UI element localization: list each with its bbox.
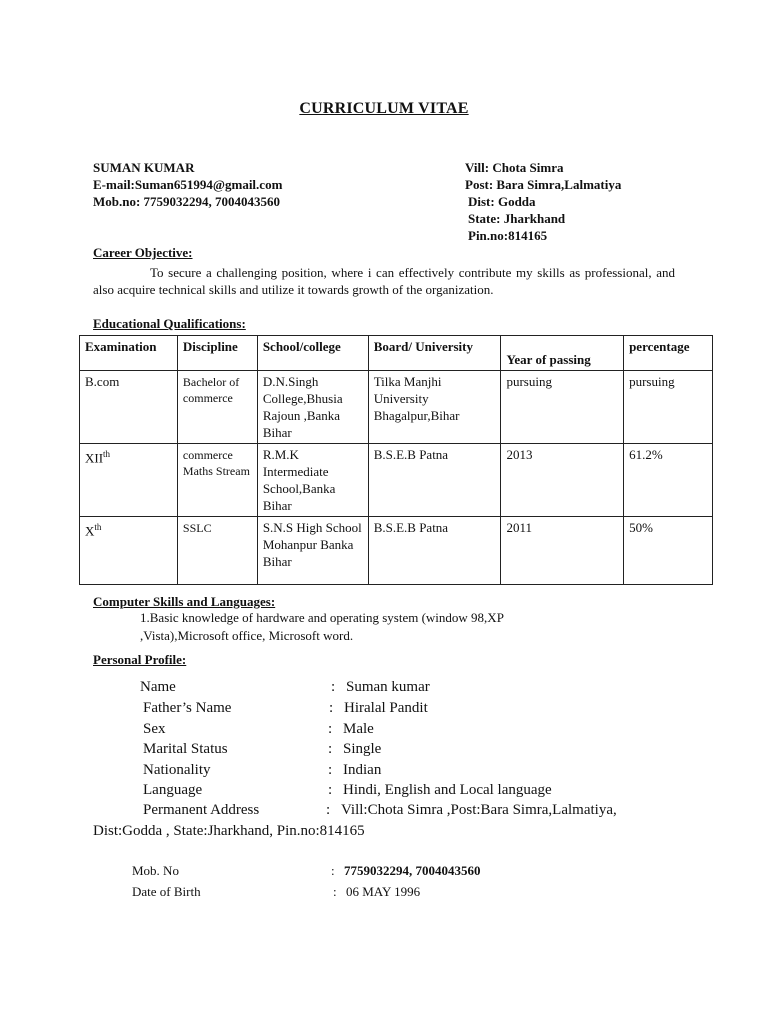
cell-discipline: commerce Maths Stream bbox=[177, 444, 257, 517]
address-vill: Vill: Chota Simra bbox=[465, 160, 564, 175]
permanent-address-colon: : bbox=[326, 802, 331, 818]
candidate-name: SUMAN KUMAR bbox=[93, 160, 195, 175]
exam-label: X bbox=[85, 523, 95, 539]
header-percentage: percentage bbox=[624, 336, 713, 371]
cell-board: Tilka Manjhi University Bhagalpur,Bihar bbox=[368, 371, 501, 444]
marital-status-colon: : bbox=[328, 741, 333, 757]
cell-percentage: 61.2% bbox=[624, 444, 713, 517]
cell-board: B.S.E.B Patna bbox=[368, 444, 501, 517]
marital-status-value: Single bbox=[343, 741, 382, 757]
address-pin: Pin.no:814165 bbox=[468, 228, 548, 243]
header-school: School/college bbox=[257, 336, 368, 371]
cell-school: D.N.Singh College,Bhusia Rajoun ,Banka Bihar bbox=[257, 371, 368, 444]
table-row bbox=[80, 371, 713, 444]
language-label: Language bbox=[143, 782, 203, 798]
name-value: Suman kumar bbox=[346, 679, 430, 695]
cell-school: R.M.K Intermediate School,Banka Bihar bbox=[257, 444, 368, 517]
cell-percentage: pursuing bbox=[624, 371, 713, 444]
sex-colon: : bbox=[328, 721, 333, 737]
name-colon: : bbox=[331, 679, 336, 695]
date-of-birth-value: 06 MAY 1996 bbox=[346, 884, 421, 899]
header-examination: Examination bbox=[80, 336, 178, 371]
header-board: Board/ University bbox=[368, 336, 501, 371]
permanent-address-continued: Dist:Godda , State:Jharkhand, Pin.no:814165 bbox=[93, 823, 365, 839]
cell-school: S.N.S High School Mohanpur Banka Bihar bbox=[257, 517, 368, 585]
father-name-label: Father’s Name bbox=[143, 700, 232, 716]
cell-board: B.S.E.B Patna bbox=[368, 517, 501, 585]
father-name-value: Hiralal Pandit bbox=[344, 700, 428, 716]
mobile-number-value: 7759032294, 7004043560 bbox=[344, 863, 481, 878]
education-heading: Educational Qualifications: bbox=[93, 316, 246, 331]
cell-discipline: Bachelor of commerce bbox=[177, 371, 257, 444]
header-year-label: Year of passing bbox=[506, 352, 591, 367]
sex-value: Male bbox=[343, 721, 374, 737]
mobile-number-colon: : bbox=[331, 863, 335, 878]
mobile-line: Mob.no: 7759032294, 7004043560 bbox=[93, 194, 281, 209]
table-header-row bbox=[80, 336, 713, 371]
career-objective-text: To secure a challenging position, where i can effectively contribute my skills as professional, and also acquire technical skills and utilize it towards growth of the organization. bbox=[93, 265, 675, 297]
page-title: CURRICULUM VITAE bbox=[299, 100, 469, 117]
table-row bbox=[80, 444, 713, 517]
skills-line-1: 1.Basic knowledge of hardware and operating system (window 98,XP bbox=[140, 610, 504, 625]
cell-year: pursuing bbox=[501, 371, 624, 444]
exam-superscript: th bbox=[94, 522, 102, 532]
sex-label: Sex bbox=[143, 721, 166, 737]
language-colon: : bbox=[328, 782, 333, 798]
permanent-address-value: Vill:Chota Simra ,Post:Bara Simra,Lalmatiya, bbox=[341, 802, 617, 818]
header-discipline: Discipline bbox=[177, 336, 257, 371]
marital-status-label: Marital Status bbox=[143, 741, 228, 757]
table-row bbox=[80, 517, 713, 585]
father-name-colon: : bbox=[329, 700, 334, 716]
skills-heading: Computer Skills and Languages: bbox=[93, 594, 276, 609]
address-state: State: Jharkhand bbox=[468, 211, 566, 226]
exam-superscript: th bbox=[103, 449, 111, 459]
nationality-value: Indian bbox=[343, 762, 382, 778]
mobile-number-label: Mob. No bbox=[132, 863, 179, 878]
education-table bbox=[79, 335, 713, 585]
exam-label: B.com bbox=[85, 374, 120, 389]
language-value: Hindi, English and Local language bbox=[343, 782, 552, 798]
date-of-birth-label: Date of Birth bbox=[132, 884, 201, 899]
exam-label: XII bbox=[85, 450, 104, 466]
career-objective-heading: Career Objective: bbox=[93, 245, 193, 260]
permanent-address-label: Permanent Address bbox=[143, 802, 260, 818]
cell-exam bbox=[80, 371, 178, 444]
nationality-label: Nationality bbox=[143, 762, 211, 778]
cell-year: 2013 bbox=[501, 444, 624, 517]
name-label: Name bbox=[140, 679, 176, 695]
cell-exam bbox=[80, 444, 178, 517]
header-year bbox=[501, 336, 624, 371]
cell-discipline: SSLC bbox=[177, 517, 257, 585]
address-post: Post: Bara Simra,Lalmatiya bbox=[465, 177, 622, 192]
cell-year: 2011 bbox=[501, 517, 624, 585]
cell-percentage: 50% bbox=[624, 517, 713, 585]
personal-profile-heading: Personal Profile: bbox=[93, 652, 187, 667]
cell-exam bbox=[80, 517, 178, 585]
email-line: E-mail:Suman651994@gmail.com bbox=[93, 177, 283, 192]
skills-line-2: ,Vista),Microsoft office, Microsoft word. bbox=[140, 628, 354, 643]
address-dist: Dist: Godda bbox=[468, 194, 536, 209]
nationality-colon: : bbox=[328, 762, 333, 778]
date-of-birth-colon: : bbox=[333, 884, 337, 899]
